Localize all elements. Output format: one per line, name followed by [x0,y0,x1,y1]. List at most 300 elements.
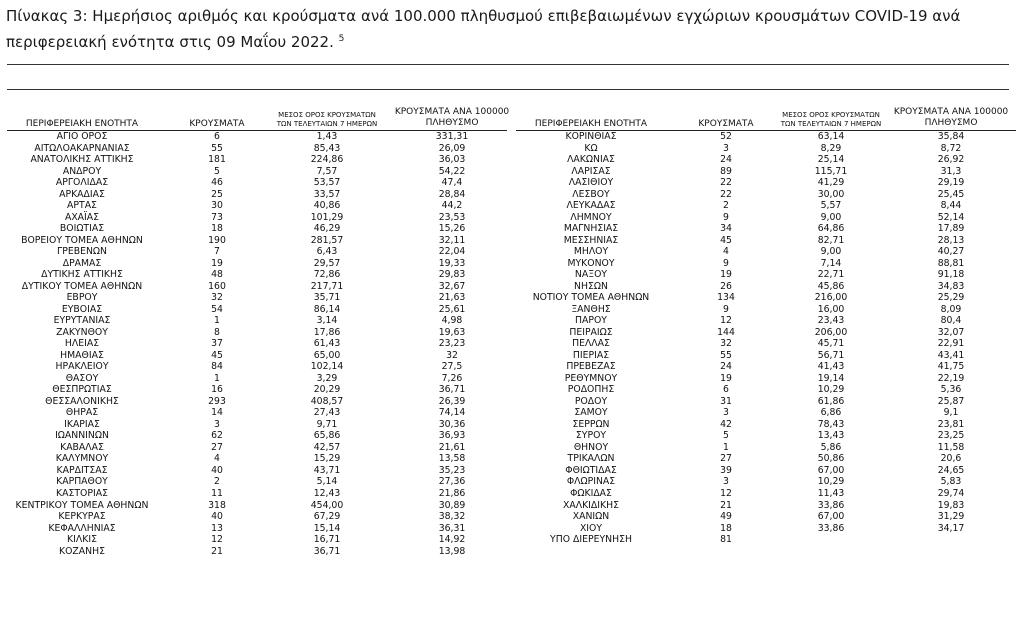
left-table [7,100,510,557]
table-row [516,465,1016,477]
avg7-value: 206,00 [814,326,848,338]
per100k-value: 21,61 [438,441,466,453]
cases-value: 31 [720,395,732,407]
cases-value: 9 [723,303,729,315]
table-row [516,511,1016,523]
cases-value: 181 [208,154,226,166]
region-name: ΧΑΛΚΙΔΙΚΗΣ [563,499,619,511]
cases-value: 40 [211,511,223,523]
table-row [516,430,1016,442]
cases-value: 73 [211,211,223,223]
cases-value: 318 [208,499,226,511]
col-header-per100k-line2: ΠΛΗΘΥΣΜΟ [924,118,978,128]
per100k-value: 32,11 [438,234,466,246]
col-header-region: ΠΕΡΙΦΕΡΕΙΑΚΗ ΕΝΟΤΗΤΑ [25,119,139,129]
region-name: ΜΗΛΟΥ [573,246,609,258]
region-name: ΘΕΣΠΡΩΤΙΑΣ [52,384,112,396]
cases-value: 84 [211,361,223,373]
avg7-value: 85,43 [313,142,341,154]
per100k-value: 35,84 [937,131,965,142]
avg7-value: 19,14 [817,372,845,384]
per100k-value: 27,5 [441,361,463,373]
avg7-value: 30,00 [817,188,845,200]
region-name: ΘΕΣΣΑΛΟΝΙΚΗΣ [45,395,119,407]
cases-value: 9 [723,257,729,269]
region-name: ΑΓΙΟ ΟΡΟΣ [56,131,108,142]
avg7-value: 1,43 [316,131,338,142]
table-row [7,281,507,293]
region-name: ΛΑΚΩΝΙΑΣ [567,154,615,166]
cases-value: 27 [211,441,223,453]
table-row [516,143,1016,155]
table-row [7,246,507,258]
cases-value: 1 [214,372,220,384]
table-row [7,511,507,523]
table-row [7,292,507,304]
cases-value: 6 [723,384,729,396]
table-row [516,269,1016,281]
right-table [516,100,1016,546]
table-row [516,200,1016,212]
avg7-value: 217,71 [310,280,344,292]
cases-value: 13 [211,522,223,534]
table-row [7,476,507,488]
per100k-value: 26,39 [438,395,466,407]
table-row [516,338,1016,350]
per100k-value: 29,74 [937,487,965,499]
per100k-value: 36,31 [438,522,466,534]
per100k-value: 13,58 [438,453,466,465]
region-name: ΔΥΤΙΚΟΥ ΤΟΜΕΑ ΑΘΗΝΩΝ [21,280,143,292]
col-header-avg7 [766,111,896,129]
region-name: ΞΑΝΘΗΣ [571,303,611,315]
region-name: ΚΟΡΙΝΘΙΑΣ [565,131,617,142]
table-row [7,154,507,166]
per100k-value: 29,83 [438,269,466,281]
region-name: ΥΠΟ ΔΙΕΡΕΥΝΗΣΗ [550,534,632,546]
cases-value: 34 [720,223,732,235]
per100k-value: 23,23 [438,338,466,350]
region-name: ΣΑΜΟΥ [574,407,608,419]
table-row [516,315,1016,327]
region-name: ΘΗΡΑΣ [65,407,99,419]
table-row [516,154,1016,166]
table-row [7,523,507,535]
region-name: ΚΑΛΥΜΝΟΥ [55,453,109,465]
cases-value: 21 [211,545,223,557]
region-name: ΘΑΣΟΥ [65,372,99,384]
avg7-value: 102,14 [310,361,344,373]
per100k-value: 34,83 [937,280,965,292]
per100k-value: 22,19 [937,372,965,384]
right-table-header [516,100,1016,131]
per100k-value: 47,4 [441,177,463,189]
region-name: ΧΑΝΙΩΝ [572,511,610,523]
cases-value: 42 [720,418,732,430]
table-row [7,143,507,155]
per100k-value: 74,14 [438,407,466,419]
table-row [7,200,507,212]
region-name: ΚΑΡΔΙΤΣΑΣ [56,464,108,476]
region-name: ΕΒΡΟΥ [66,292,98,304]
table-row [516,212,1016,224]
right-table-body [516,131,1016,546]
col-header-per100k [387,107,517,129]
table-row [516,476,1016,488]
cases-value: 5 [723,430,729,442]
region-name: ΔΥΤΙΚΗΣ ΑΤΤΙΚΗΣ [41,269,123,281]
avg7-value: 67,00 [817,464,845,476]
avg7-value: 10,29 [817,476,845,488]
region-name: ΚΙΛΚΙΣ [67,534,97,546]
cases-value: 25 [211,188,223,200]
per100k-value: 23,81 [937,418,965,430]
table-row [7,223,507,235]
col-header-per100k-line1: ΚΡΟΥΣΜΑΤΑ ΑΝΑ 100000 [893,107,1009,117]
cases-value: 293 [208,395,226,407]
table-row [7,166,507,178]
per100k-value: 52,14 [937,211,965,223]
table-row [7,373,507,385]
table-row [516,281,1016,293]
table-row [516,442,1016,454]
avg7-value: 3,29 [316,372,338,384]
per100k-value: 25,87 [937,395,965,407]
region-name: ΛΕΣΒΟΥ [572,188,610,200]
table-row [516,223,1016,235]
cases-value: 1 [214,315,220,327]
per100k-value: 43,41 [937,349,965,361]
avg7-value: 8,29 [820,142,842,154]
avg7-value: 11,43 [817,487,845,499]
table-row [516,177,1016,189]
per100k-value: 91,18 [937,269,965,281]
per100k-value: 25,45 [937,188,965,200]
cases-value: 144 [717,326,735,338]
avg7-value: 6,86 [820,407,842,419]
avg7-value: 86,14 [313,303,341,315]
cases-value: 3 [723,476,729,488]
avg7-value: 33,86 [817,499,845,511]
cases-value: 54 [211,303,223,315]
per100k-value: 38,32 [438,511,466,523]
table-row [516,189,1016,201]
region-name: ΔΡΑΜΑΣ [62,257,102,269]
cases-value: 134 [717,292,735,304]
cases-value: 18 [211,223,223,235]
left-table-body [7,131,507,557]
table-row [516,396,1016,408]
cases-value: 11 [211,487,223,499]
avg7-value: 281,57 [310,234,344,246]
per100k-value: 24,65 [937,464,965,476]
table-row [7,350,507,362]
region-name: ΜΕΣΣΗΝΙΑΣ [563,234,619,246]
cases-value: 3 [723,407,729,419]
region-name: ΙΚΑΡΙΑΣ [64,418,100,430]
col-header-avg7-line1: ΜΕΣΟΣ ΟΡΟΣ ΚΡΟΥΣΜΑΤΩΝ [782,111,880,119]
table-row [7,419,507,431]
cases-value: 7 [214,246,220,258]
left-table-header [7,100,510,131]
avg7-value: 61,86 [817,395,845,407]
table-row [7,534,507,546]
per100k-value: 26,09 [438,142,466,154]
region-name: ΦΩΚΙΔΑΣ [570,487,612,499]
cases-value: 45 [211,349,223,361]
per100k-value: 28,84 [438,188,466,200]
cases-value: 160 [208,280,226,292]
avg7-value: 10,29 [817,384,845,396]
cases-value: 19 [211,257,223,269]
region-name: ΝΑΞΟΥ [574,269,608,281]
avg7-value: 5,57 [820,200,842,212]
cases-value: 2 [214,476,220,488]
avg7-value: 7,57 [316,165,338,177]
avg7-value: 9,00 [820,246,842,258]
table-row [7,338,507,350]
col-header-per100k-line1: ΚΡΟΥΣΜΑΤΑ ΑΝΑ 100000 [394,107,510,117]
avg7-value: 15,29 [313,453,341,465]
avg7-value: 115,71 [814,165,848,177]
cases-value: 27 [720,453,732,465]
cases-value: 8 [214,326,220,338]
region-name: ΛΗΜΝΟΥ [570,211,612,223]
col-header-cases: ΚΡΟΥΣΜΑΤΑ [698,119,754,129]
cases-value: 12 [211,534,223,546]
table-row [7,465,507,477]
per100k-value: 4,98 [441,315,463,327]
cases-value: 12 [720,315,732,327]
avg7-value: 82,71 [817,234,845,246]
per100k-value: 40,27 [937,246,965,258]
table-row [7,500,507,512]
region-name: ΣΥΡΟΥ [575,430,607,442]
per100k-value: 32 [446,349,458,361]
table-row [516,327,1016,339]
cases-value: 190 [208,234,226,246]
avg7-value: 216,00 [814,292,848,304]
cases-value: 46 [211,177,223,189]
region-name: ΒΟΡΕΙΟΥ ΤΟΜΕΑ ΑΘΗΝΩΝ [21,234,143,246]
cases-value: 30 [211,200,223,212]
document-title [6,5,1018,54]
avg7-value: 16,71 [313,534,341,546]
table-row [516,361,1016,373]
region-name: ΑΡΚΑΔΙΑΣ [59,188,105,200]
cases-value: 3 [723,142,729,154]
cases-value: 49 [720,511,732,523]
per100k-value: 8,09 [940,303,962,315]
table-top-rule [7,89,1009,90]
cases-value: 3 [214,418,220,430]
per100k-value: 27,36 [438,476,466,488]
region-name: ΗΡΑΚΛΕΙΟΥ [55,361,109,373]
avg7-value: 45,86 [817,280,845,292]
col-header-per100k [886,107,1016,129]
table-row [516,166,1016,178]
avg7-value: 33,86 [817,522,845,534]
table-row [7,304,507,316]
avg7-value: 42,57 [313,441,341,453]
per100k-value: 19,33 [438,257,466,269]
avg7-value: 12,43 [313,487,341,499]
region-name: ΝΗΣΩΝ [574,280,608,292]
cases-value: 4 [214,453,220,465]
cases-value: 89 [720,165,732,177]
region-name: ΗΛΕΙΑΣ [64,338,100,350]
cases-value: 55 [211,142,223,154]
avg7-value: 9,00 [820,211,842,223]
avg7-value: 408,57 [310,395,344,407]
region-name: ΡΟΔΟΠΗΣ [567,384,615,396]
region-name: ΘΗΝΟΥ [573,441,609,453]
region-name: ΠΙΕΡΙΑΣ [572,349,610,361]
avg7-value: 65,86 [313,430,341,442]
cases-value: 18 [720,522,732,534]
per100k-value: 32,67 [438,280,466,292]
cases-value: 26 [720,280,732,292]
per100k-value: 25,29 [937,292,965,304]
table-row [7,131,507,143]
region-name: ΑΙΤΩΛΟΑΚΑΡΝΑΝΙΑΣ [34,142,130,154]
per100k-value: 22,91 [937,338,965,350]
cases-value: 5 [214,165,220,177]
cases-value: 16 [211,384,223,396]
footnote-ref: 5 [338,34,345,44]
table-row [516,350,1016,362]
per100k-value: 20,6 [940,453,962,465]
avg7-value: 53,57 [313,177,341,189]
table-row [7,177,507,189]
region-name: ΛΕΥΚΑΔΑΣ [566,200,616,212]
region-name: ΑΡΓΟΛΙΔΑΣ [55,177,109,189]
per100k-value: 14,92 [438,534,466,546]
region-name: ΚΟΖΑΝΗΣ [59,545,105,557]
per100k-value: 31,29 [937,511,965,523]
avg7-value: 61,43 [313,338,341,350]
per100k-value: 8,44 [940,200,962,212]
region-name: ΣΕΡΡΩΝ [572,418,610,430]
region-name: ΚΩ [584,142,598,154]
per100k-value: 44,2 [441,200,463,212]
cases-value: 62 [211,430,223,442]
avg7-value: 41,43 [817,361,845,373]
region-name: ΚΑΒΑΛΑΣ [60,441,104,453]
avg7-value: 64,86 [817,223,845,235]
region-name: ΚΕΦΑΛΛΗΝΙΑΣ [48,522,116,534]
avg7-value: 56,71 [817,349,845,361]
region-name: ΝΟΤΙΟΥ ΤΟΜΕΑ ΑΘΗΝΩΝ [532,292,650,304]
region-name: ΗΜΑΘΙΑΣ [60,349,104,361]
avg7-value: 27,43 [313,407,341,419]
cases-value: 21 [720,499,732,511]
per100k-value: 30,89 [438,499,466,511]
per100k-value: 32,07 [937,326,965,338]
per100k-value: 28,13 [937,234,965,246]
avg7-value: 67,00 [817,511,845,523]
avg7-value: 41,29 [817,177,845,189]
avg7-value: 43,71 [313,464,341,476]
table-row [516,488,1016,500]
per100k-value: 23,53 [438,211,466,223]
table-row [516,453,1016,465]
region-name: ΚΑΣΤΟΡΙΑΣ [56,487,108,499]
region-name: ΚΕΝΤΡΙΚΟΥ ΤΟΜΕΑ ΑΘΗΝΩΝ [15,499,149,511]
table-row [516,523,1016,535]
col-header-avg7-line1: ΜΕΣΟΣ ΟΡΟΣ ΚΡΟΥΣΜΑΤΩΝ [278,111,376,119]
table-row [516,500,1016,512]
avg7-value: 78,43 [817,418,845,430]
cases-value: 24 [720,361,732,373]
table-row [516,534,1016,546]
table-row [516,292,1016,304]
region-name: ΡΕΘΥΜΝΟΥ [564,372,618,384]
table-row [516,373,1016,385]
avg7-value: 67,29 [313,511,341,523]
table-row [7,407,507,419]
per100k-value: 36,71 [438,384,466,396]
cases-value: 22 [720,177,732,189]
table-row [7,258,507,270]
per100k-value: 8,72 [940,142,962,154]
avg7-value: 45,71 [817,338,845,350]
avg7-value: 6,43 [316,246,338,258]
table-row [516,246,1016,258]
per100k-value: 17,89 [937,223,965,235]
region-name: ΙΩΑΝΝΙΝΩΝ [55,430,109,442]
avg7-value: 65,00 [313,349,341,361]
cases-value: 45 [720,234,732,246]
col-header-avg7-line2: ΤΩΝ ΤΕΛΕΥΤΑΙΩΝ 7 ΗΜΕΡΩΝ [276,120,378,128]
region-name: ΒΟΙΩΤΙΑΣ [59,223,105,235]
cases-value: 48 [211,269,223,281]
col-header-region: ΠΕΡΙΦΕΡΕΙΑΚΗ ΕΝΟΤΗΤΑ [534,119,648,129]
cases-value: 52 [720,131,732,142]
col-header-per100k-line2: ΠΛΗΘΥΣΜΟ [425,118,479,128]
cases-value: 12 [720,487,732,499]
per100k-value: 7,26 [441,372,463,384]
table-row [7,430,507,442]
table-row [516,235,1016,247]
avg7-value: 33,57 [313,188,341,200]
region-name: ΑΧΑΪΑΣ [64,211,100,223]
per100k-value: 19,63 [438,326,466,338]
col-header-cases: ΚΡΟΥΣΜΑΤΑ [189,119,245,129]
per100k-value: 34,17 [937,522,965,534]
region-name: ΜΥΚΟΝΟΥ [567,257,615,269]
avg7-value: 454,00 [310,499,344,511]
avg7-value: 5,14 [316,476,338,488]
avg7-value: 23,43 [817,315,845,327]
region-name: ΤΡΙΚΑΛΩΝ [567,453,615,465]
cases-value: 19 [720,269,732,281]
table-row [7,488,507,500]
region-name: ΑΝΑΤΟΛΙΚΗΣ ΑΤΤΙΚΗΣ [30,154,134,166]
cases-value: 81 [720,534,732,546]
per100k-value: 41,75 [937,361,965,373]
per100k-value: 21,86 [438,487,466,499]
per100k-value: 25,61 [438,303,466,315]
per100k-value: 54,22 [438,165,466,177]
table-row [7,442,507,454]
region-name: ΚΕΡΚΥΡΑΣ [58,511,106,523]
region-name: ΠΑΡΟΥ [575,315,607,327]
table-row [7,315,507,327]
title-rule [7,64,1009,65]
region-name: ΑΝΔΡΟΥ [62,165,102,177]
avg7-value: 72,86 [313,269,341,281]
